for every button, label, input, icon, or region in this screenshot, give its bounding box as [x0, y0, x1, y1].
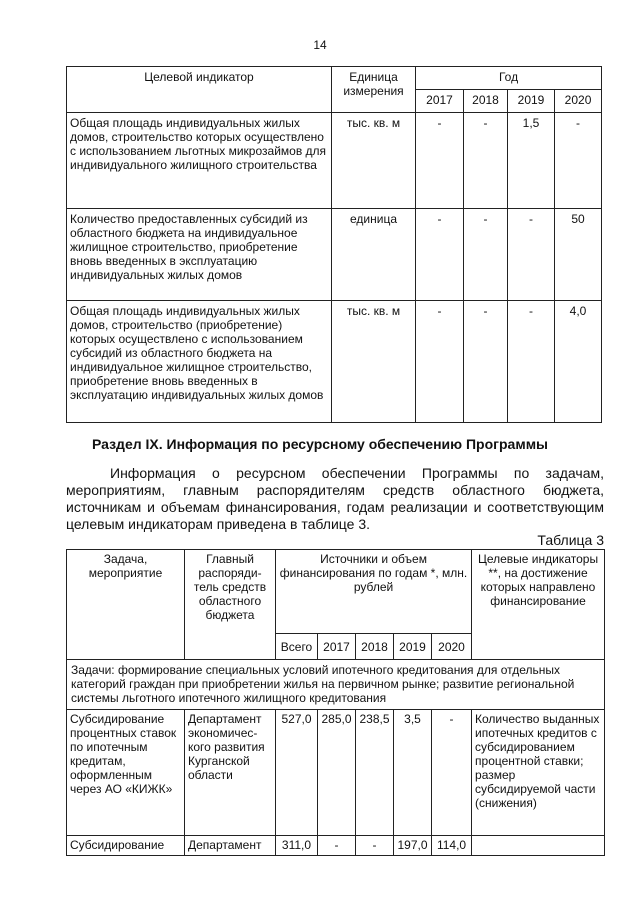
value-cell: 114,0	[432, 836, 472, 856]
unit-cell: единица	[332, 209, 416, 301]
header-indicator: Целевой индикатор	[67, 67, 332, 113]
header-manager: Главный распоряди-тель средств областного бюджета	[185, 550, 276, 660]
header-year-2018: 2018	[356, 634, 394, 660]
section-title: Раздел IX. Информация по ресурсному обеспечению Программы	[91, 436, 549, 452]
header-unit: Единица измерения	[332, 67, 416, 113]
targets-cell: Количество выданных ипотечных кредитов с субсидированием процентной ставки; размер субсидируемой части (снижения)	[472, 710, 605, 836]
header-year-2020: 2020	[555, 90, 602, 113]
resource-table	[66, 549, 605, 856]
page-number: 14	[313, 38, 327, 52]
value-cell: 238,5	[356, 710, 394, 836]
table-row	[67, 113, 602, 209]
manager-cell: Департамент	[185, 836, 276, 856]
value-cell: -	[508, 301, 555, 423]
value-cell: -	[318, 836, 356, 856]
manager-cell: Департамент экономичес-кого развития Курганской области	[185, 710, 276, 836]
header-year-2020: 2020	[432, 634, 472, 660]
value-cell: 3,5	[394, 710, 432, 836]
unit-cell: тыс. кв. м	[332, 301, 416, 423]
table-row	[67, 209, 602, 301]
task-cell: Субсидирование процентных ставок по ипотечным кредитам, оформленным через АО «КИЖК»	[67, 710, 185, 836]
targets-cell	[472, 836, 605, 856]
indicator-cell: Общая площадь индивидуальных жилых домов, строительство которых осуществлено с использованием льготных микрозаймов для индивидуального жилищного строительства	[67, 113, 332, 209]
section-paragraph: Информация о ресурсном обеспечении Программы по задачам, мероприятиям, главным распорядителям средств областного бюджета, источникам и объемам финансирования, годам реализации и соответствующим целевым индикаторам приведена в таблице 3.	[66, 465, 604, 532]
header-targets: Целевые индикаторы **, на достижение которых направлено финансирование	[472, 550, 605, 660]
value-cell: -	[464, 209, 508, 301]
value-cell: -	[356, 836, 394, 856]
value-cell: -	[464, 113, 508, 209]
tasks-description: Задачи: формирование специальных условий ипотечного кредитования для отдельных категорий граждан при приобретении жилья на первичном рынке; развитие региональной системы льготного ипотечного жилищного кредитования	[67, 660, 605, 710]
value-cell: -	[416, 113, 464, 209]
header-total: Всего	[276, 634, 318, 660]
task-cell: Субсидирование	[67, 836, 185, 856]
indicator-cell: Количество предоставленных субсидий из областного бюджета на индивидуальное жилищное строительство, приобретение вновь введенных в эксплуатацию индивидуальных жилых домов	[67, 209, 332, 301]
value-cell: 1,5	[508, 113, 555, 209]
table-caption: Таблица 3	[537, 532, 604, 548]
total-cell: 311,0	[276, 836, 318, 856]
value-cell: -	[464, 301, 508, 423]
value-cell: -	[508, 209, 555, 301]
value-cell: 285,0	[318, 710, 356, 836]
header-year-2019: 2019	[508, 90, 555, 113]
header-sources: Источники и объем финансирования по годам *, млн. рублей	[276, 550, 472, 634]
table-row	[67, 301, 602, 423]
header-year-2017: 2017	[416, 90, 464, 113]
value-cell: -	[555, 113, 602, 209]
target-indicators-table	[66, 66, 602, 423]
value-cell: -	[432, 710, 472, 836]
total-cell: 527,0	[276, 710, 318, 836]
table-row	[67, 836, 605, 856]
header-year: Год	[416, 67, 602, 90]
header-task: Задача, мероприятие	[67, 550, 185, 660]
value-cell: -	[416, 301, 464, 423]
value-cell: 50	[555, 209, 602, 301]
value-cell: 4,0	[555, 301, 602, 423]
header-year-2018: 2018	[464, 90, 508, 113]
table-row	[67, 710, 605, 836]
header-year-2017: 2017	[318, 634, 356, 660]
header-year-2019: 2019	[394, 634, 432, 660]
unit-cell: тыс. кв. м	[332, 113, 416, 209]
indicator-cell: Общая площадь индивидуальных жилых домов, строительство (приобретение) которых осуществлено с использованием субсидий из областного бюджета на индивидуальное жилищное строительство, приобретение вновь введенных в эксплуатацию индивидуальных жилых домов	[67, 301, 332, 423]
value-cell: 197,0	[394, 836, 432, 856]
value-cell: -	[416, 209, 464, 301]
